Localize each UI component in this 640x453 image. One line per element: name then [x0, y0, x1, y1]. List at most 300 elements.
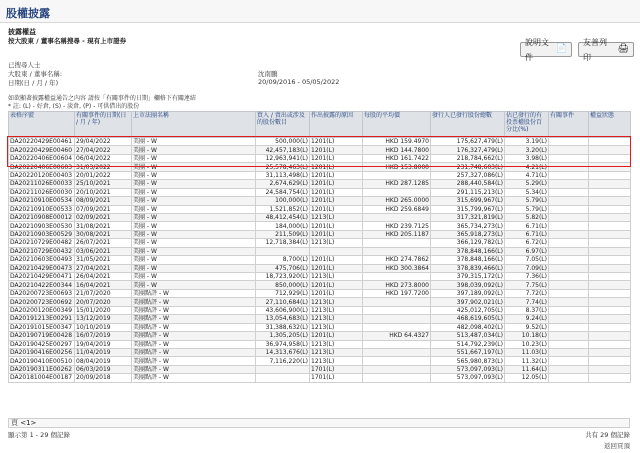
table-cell: HKD 265.0000 [363, 197, 431, 205]
event-date-link[interactable]: 16/04/2021 [75, 281, 132, 289]
event-date-link[interactable]: 15/01/2020 [75, 306, 132, 314]
table-row [9, 222, 631, 230]
table-cell [363, 306, 431, 314]
event-date-link[interactable]: 02/09/2021 [75, 213, 132, 221]
form-serial-link[interactable]: DA20220406E00604 [9, 154, 75, 162]
table-cell: 美團 - W [132, 247, 256, 255]
table-cell [589, 298, 631, 306]
table-cell: 378,848,166(L) [431, 256, 505, 264]
form-serial-link[interactable]: DA20210422E00344 [9, 281, 75, 289]
table-cell [589, 205, 631, 213]
table-row [9, 180, 631, 188]
table-cell: 378,848,166(L) [431, 247, 505, 255]
table-cell: 7.75(L) [505, 281, 549, 289]
table-cell [589, 171, 631, 179]
table-cell: 1201(L) [310, 264, 363, 272]
table-cell: 美團點評 - W [132, 340, 256, 348]
table-cell [549, 230, 589, 238]
record-total: 共有 29 個記錄 [585, 431, 630, 439]
table-cell: 31,388,632(L) [256, 323, 310, 331]
table-cell: 美團 - W [132, 239, 256, 247]
event-date-link[interactable]: 27/04/2022 [75, 146, 132, 154]
table-cell: 1201(L) [310, 205, 363, 213]
searched-label: 已搜尋人士 [8, 61, 41, 69]
table-cell: 美團點評 - W [132, 365, 256, 373]
table-cell: 397,189,092(L) [431, 289, 505, 297]
table-cell: 100,000(L) [256, 197, 310, 205]
table-cell: 美團 - W [132, 205, 256, 213]
help-document-button[interactable] [520, 37, 572, 62]
table-cell: 514,792,239(L) [431, 340, 505, 348]
table-cell: 317,321,819(L) [431, 213, 505, 221]
table-cell: 1201(L) [310, 332, 363, 340]
table-cell [589, 348, 631, 356]
table-cell: HKD 197.7200 [363, 289, 431, 297]
table-cell: 14,313,676(L) [256, 348, 310, 356]
table-cell [589, 264, 631, 272]
table-cell: 6.71(L) [505, 230, 549, 238]
form-serial-link[interactable]: DA20190410E00510 [9, 357, 75, 365]
form-serial-link[interactable]: DA20210910E00533 [9, 205, 75, 213]
event-date-link[interactable]: 19/04/2019 [75, 340, 132, 348]
table-cell: 2,674,629(L) [256, 180, 310, 188]
table-cell: 1213(L) [310, 323, 363, 331]
table-cell [589, 256, 631, 264]
form-serial-link[interactable]: DA20200120E00349 [9, 306, 75, 314]
table-cell: 36,974,958(L) [256, 340, 310, 348]
table-cell [589, 247, 631, 255]
form-serial-link[interactable]: DA20190311E00262 [9, 365, 75, 373]
table-cell: 551,667,197(L) [431, 348, 505, 356]
table-cell: 5.29(L) [505, 180, 549, 188]
table-row [9, 332, 631, 340]
table-cell [549, 289, 589, 297]
table-row [9, 163, 631, 171]
table-row [9, 146, 631, 154]
table-cell: 315,799,967(L) [431, 205, 505, 213]
table-cell [363, 365, 431, 373]
table-cell: HKD 300.3864 [363, 264, 431, 272]
table-cell: 366,129,782(L) [431, 239, 505, 247]
table-cell [549, 374, 589, 382]
table-cell [589, 281, 631, 289]
table-cell: 1201(L) [310, 256, 363, 264]
table-cell: 7.05(L) [505, 256, 549, 264]
table-cell: 7.74(L) [505, 298, 549, 306]
event-date-link[interactable]: 20/01/2022 [75, 171, 132, 179]
table-cell: 美團 - W [132, 281, 256, 289]
table-cell: 美團 - W [132, 138, 256, 146]
table-cell: 1,305,205(L) [256, 332, 310, 340]
table-cell [549, 180, 589, 188]
table-cell: 1201(L) [310, 171, 363, 179]
table-row [9, 205, 631, 213]
form-serial-link[interactable]: DA20210729E00482 [9, 239, 75, 247]
table-cell [549, 306, 589, 314]
table-row [9, 348, 631, 356]
event-date-link[interactable]: 08/04/2019 [75, 357, 132, 365]
pager[interactable] [8, 418, 630, 428]
table-cell: 10.18(L) [505, 332, 549, 340]
table-cell [549, 146, 589, 154]
table-cell: 1201(L) [310, 230, 363, 238]
table-cell: 美團點評 - W [132, 357, 256, 365]
event-date-link[interactable]: 11/04/2019 [75, 348, 132, 356]
table-cell: 1201(L) [310, 146, 363, 154]
table-cell: 48,412,454(L) [256, 213, 310, 221]
table-cell: 24,584,754(L) [256, 188, 310, 196]
event-date-link[interactable]: 13/12/2019 [75, 315, 132, 323]
table-cell: 6.72(L) [505, 239, 549, 247]
table-cell: 6.71(L) [505, 222, 549, 230]
table-cell: 美團點評 - W [132, 298, 256, 306]
table-row [9, 213, 631, 221]
table-cell: 12.05(L) [505, 374, 549, 382]
table-cell [549, 171, 589, 179]
table-cell [549, 163, 589, 171]
table-cell: HKD 144.7800 [363, 146, 431, 154]
table-cell: 12,963,941(L) [256, 154, 310, 162]
table-cell [549, 197, 589, 205]
table-cell: 7.72(L) [505, 289, 549, 297]
table-cell [589, 239, 631, 247]
table-cell [589, 332, 631, 340]
record-range: 顯示第 1 - 29 個記錄 [8, 431, 71, 439]
page-link[interactable]: 頁 <1> [11, 419, 37, 427]
table-cell: 8,700(L) [256, 256, 310, 264]
event-date-link[interactable]: 20/10/2021 [75, 188, 132, 196]
table-row [9, 247, 631, 255]
table-cell: 美團 - W [132, 197, 256, 205]
table-row [9, 357, 631, 365]
table-row [9, 315, 631, 323]
table-cell [589, 146, 631, 154]
table-cell: 12,718,384(L) [256, 239, 310, 247]
table-cell: 9.52(L) [505, 323, 549, 331]
table-cell: 482,098,402(L) [431, 323, 505, 331]
table-cell: 184,000(L) [256, 222, 310, 230]
table-row [9, 197, 631, 205]
table-cell: 315,699,967(L) [431, 197, 505, 205]
form-serial-link[interactable]: DA20220120E00403 [9, 171, 75, 179]
table-row [9, 188, 631, 196]
form-serial-link[interactable]: DA20210729E00432 [9, 247, 75, 255]
table-cell: 9.24(L) [505, 315, 549, 323]
table-cell: 425,012,705(L) [431, 306, 505, 314]
form-serial-link[interactable]: DA20191015E00347 [9, 323, 75, 331]
table-cell [256, 374, 310, 382]
form-serial-link[interactable]: DA20200723E00692 [9, 298, 75, 306]
table-row [9, 298, 631, 306]
printer-icon: 🖨 [617, 44, 629, 54]
form-serial-link[interactable]: DA20210910E00534 [9, 197, 75, 205]
table-cell: 211,509(L) [256, 230, 310, 238]
table-cell: 365,734,273(L) [431, 222, 505, 230]
table-cell: 3.19(L) [505, 138, 549, 146]
table-row [9, 154, 631, 162]
event-date-link[interactable]: 27/04/2021 [75, 264, 132, 272]
table-cell [549, 138, 589, 146]
section-title: 披露權益 [8, 28, 36, 36]
form-serial-link[interactable]: DA20210903E00529 [9, 230, 75, 238]
table-cell: 712,929(L) [256, 289, 310, 297]
form-serial-link[interactable]: DA20191213E00291 [9, 315, 75, 323]
breadcrumb: 按大股東 / 董事名稱搜尋 - 現有上市證券 [8, 37, 127, 45]
form-serial-link[interactable]: DA20210908E00012 [9, 213, 75, 221]
document-icon: 📄 [555, 44, 567, 54]
table-cell [549, 154, 589, 162]
table-cell [549, 213, 589, 221]
table-row [9, 171, 631, 179]
table-cell: 850,000(L) [256, 281, 310, 289]
table-cell [363, 247, 431, 255]
table-cell: 美團點評 - W [132, 315, 256, 323]
table-cell: 美團 - W [132, 154, 256, 162]
table-cell [589, 213, 631, 221]
form-serial-link[interactable]: DA20190719E00428 [9, 332, 75, 340]
table-cell: HKD 239.7125 [363, 222, 431, 230]
table-cell: 218,784,662(L) [431, 154, 505, 162]
table-cell: 美團 - W [132, 163, 256, 171]
table-cell [589, 230, 631, 238]
table-cell: 565,980,873(L) [431, 357, 505, 365]
table-cell: 379,315,172(L) [431, 273, 505, 281]
notes [8, 95, 196, 111]
table-cell: 美團 - W [132, 213, 256, 221]
table-cell [549, 281, 589, 289]
table-cell: HKD 274.7862 [363, 256, 431, 264]
column-header: 買入 / 賣出或涉及的股份數目 [256, 112, 310, 138]
event-date-link[interactable]: 08/09/2021 [75, 197, 132, 205]
table-cell [589, 163, 631, 171]
title-bar [0, 0, 640, 23]
table-cell: 5.79(L) [505, 197, 549, 205]
table-cell [549, 222, 589, 230]
table-cell [589, 222, 631, 230]
table-row [9, 256, 631, 264]
form-serial-link[interactable]: DA20220429E00461 [9, 138, 75, 146]
table-cell: 500,000(L) [256, 138, 310, 146]
table-cell: 475,706(L) [256, 264, 310, 272]
table-cell: 291,115,213(L) [431, 188, 505, 196]
table-cell [589, 306, 631, 314]
event-date-link[interactable]: 29/04/2022 [75, 138, 132, 146]
table-cell: HKD 159.4970 [363, 138, 431, 146]
table-cell: 1201(L) [310, 197, 363, 205]
form-serial-link[interactable]: DA20210603E00493 [9, 256, 75, 264]
table-cell [589, 138, 631, 146]
table-cell: 468,619,605(L) [431, 315, 505, 323]
table-row [9, 281, 631, 289]
table-cell: 4.21(L) [505, 163, 549, 171]
event-date-link[interactable]: 21/07/2020 [75, 289, 132, 297]
event-date-link[interactable]: 31/05/2021 [75, 256, 132, 264]
event-date-link[interactable]: 07/09/2021 [75, 205, 132, 213]
table-cell: 1701(L) [310, 374, 363, 382]
table-cell: 176,327,479(L) [431, 146, 505, 154]
table-cell: 美團 - W [132, 180, 256, 188]
table-cell [549, 247, 589, 255]
table-cell: 1213(L) [310, 239, 363, 247]
table-cell [363, 315, 431, 323]
form-serial-link[interactable]: DA20190425E00297 [9, 340, 75, 348]
table-cell: 1201(L) [310, 289, 363, 297]
form-serial-link[interactable]: DA20211026E00030 [9, 188, 75, 196]
table-cell [589, 357, 631, 365]
table-cell [589, 289, 631, 297]
table-row [9, 323, 631, 331]
event-date-link[interactable]: 26/04/2021 [75, 273, 132, 281]
table-cell: 25,578,463(L) [256, 163, 310, 171]
table-cell [363, 188, 431, 196]
table-row [9, 340, 631, 348]
table-cell [549, 239, 589, 247]
table-cell: 11.03(L) [505, 348, 549, 356]
event-date-link[interactable]: 31/08/2021 [75, 222, 132, 230]
table-cell: 美團 - W [132, 146, 256, 154]
table-cell: 5.82(L) [505, 213, 549, 221]
table-cell [549, 256, 589, 264]
table-cell: 1201(L) [310, 163, 363, 171]
table-row [9, 264, 631, 272]
table-cell: 5.34(L) [505, 188, 549, 196]
table-cell: 513,487,034(L) [431, 332, 505, 340]
table-cell: 1201(L) [310, 281, 363, 289]
table-cell: 365,918,273(L) [431, 230, 505, 238]
table-cell: 美團點評 - W [132, 332, 256, 340]
table-row [9, 289, 631, 297]
table-cell: HKD 64.4327 [363, 332, 431, 340]
table-cell [589, 154, 631, 162]
table-cell: HKD 161.7422 [363, 154, 431, 162]
table-cell [589, 340, 631, 348]
table-cell: 美團點評 - W [132, 323, 256, 331]
table-cell: 288,440,584(L) [431, 180, 505, 188]
table-cell: 378,839,466(L) [431, 264, 505, 272]
table-cell: 美團 - W [132, 273, 256, 281]
table-cell [256, 247, 310, 255]
table-cell: 11.64(L) [505, 365, 549, 373]
back-to-top-link[interactable]: 返回頁頂 [604, 442, 630, 450]
table-row [9, 306, 631, 314]
event-date-link[interactable]: 06/04/2022 [75, 154, 132, 162]
form-serial-link[interactable]: DA20210429E00471 [9, 273, 75, 281]
table-cell [256, 365, 310, 373]
note-line-1: 如欲顯著披露權益通告之內容 請按「有關事件的日期」欄格下有關連結 [8, 95, 196, 102]
table-cell: 31,113,498(L) [256, 171, 310, 179]
table-row [9, 239, 631, 247]
table-cell [589, 188, 631, 196]
table-cell [589, 374, 631, 382]
table-cell: 1201(L) [310, 154, 363, 162]
table-cell: 573,097,093(L) [431, 365, 505, 373]
event-date-link[interactable]: 30/08/2021 [75, 230, 132, 238]
table-cell [549, 188, 589, 196]
table-cell: 7,116,220(L) [256, 357, 310, 365]
table-cell [589, 180, 631, 188]
print-friendly-label: 友善列印 [583, 37, 607, 62]
table-cell: 3.20(L) [505, 146, 549, 154]
help-document-label: 說明文件 [525, 37, 549, 62]
form-serial-link[interactable]: DA20220429E00460 [9, 146, 75, 154]
event-date-link[interactable]: 03/06/2021 [75, 247, 132, 255]
table-cell [363, 357, 431, 365]
table-cell: 257,327,086(L) [431, 171, 505, 179]
table-cell: 美團 - W [132, 188, 256, 196]
table-cell: 27,110,684(L) [256, 298, 310, 306]
event-date-link[interactable]: 31/03/2022 [75, 163, 132, 171]
table-cell: 1201(L) [310, 188, 363, 196]
table-cell: 1213(L) [310, 298, 363, 306]
table-row [9, 138, 631, 146]
event-date-link[interactable]: 20/07/2020 [75, 298, 132, 306]
table-cell: 美團點評 - W [132, 348, 256, 356]
table-cell: 10.23(L) [505, 340, 549, 348]
note-line-2: * 註: (L) - 好倉, (S) - 淡倉, (P) - 可供借出的股份 [8, 103, 140, 110]
column-header: 表格序號 [9, 112, 75, 138]
event-date-link[interactable]: 26/07/2021 [75, 239, 132, 247]
table-cell: 美團 - W [132, 171, 256, 179]
column-header: 作出披露的原因 [310, 112, 363, 138]
table-cell: 1213(L) [310, 340, 363, 348]
table-cell [549, 264, 589, 272]
form-serial-link[interactable]: DA20210903E00530 [9, 222, 75, 230]
table-cell [549, 315, 589, 323]
table-cell [363, 348, 431, 356]
event-date-link[interactable]: 25/10/2021 [75, 180, 132, 188]
table-cell [549, 332, 589, 340]
date-label: 日期(日 / 月 / 年) [8, 79, 59, 87]
column-header: 每股的平均價 [363, 112, 431, 138]
form-serial-link[interactable]: DA20210429E00473 [9, 264, 75, 272]
form-serial-link[interactable]: DA20200723E00693 [9, 289, 75, 297]
table-cell: 11.32(L) [505, 357, 549, 365]
table-cell [589, 365, 631, 373]
table-cell [589, 197, 631, 205]
table-cell [549, 357, 589, 365]
table-body [9, 138, 631, 383]
table-row [9, 273, 631, 281]
table-cell [363, 340, 431, 348]
table-cell [549, 348, 589, 356]
table-cell [363, 374, 431, 382]
print-friendly-button[interactable] [578, 37, 634, 62]
event-date-link[interactable]: 20/09/2018 [75, 374, 132, 382]
table-cell: 1213(L) [310, 315, 363, 323]
form-serial-link[interactable]: DA20181004E00187 [9, 374, 75, 382]
table-cell [363, 273, 431, 281]
table-cell [549, 340, 589, 348]
form-serial-link[interactable]: DA20220406E00603 [9, 163, 75, 171]
table-cell: HKD 205.1187 [363, 230, 431, 238]
table-cell: 1213(L) [310, 348, 363, 356]
table-cell: 398,039,092(L) [431, 281, 505, 289]
form-serial-link[interactable]: DA20211026E00033 [9, 180, 75, 188]
page-title: 股權披露 [6, 7, 50, 20]
table-cell: 3.98(L) [505, 154, 549, 162]
event-date-link[interactable]: 06/03/2019 [75, 365, 132, 373]
table-cell: HKD 287.1285 [363, 180, 431, 188]
table-cell [589, 315, 631, 323]
table-cell: 美團 - W [132, 264, 256, 272]
table-cell: 1213(L) [310, 306, 363, 314]
event-date-link[interactable]: 10/10/2019 [75, 323, 132, 331]
table-cell: 7.09(L) [505, 264, 549, 272]
table-cell: 1201(L) [310, 222, 363, 230]
table-cell [549, 273, 589, 281]
event-date-link[interactable]: 16/07/2019 [75, 332, 132, 340]
form-serial-link[interactable]: DA20190416E00256 [9, 348, 75, 356]
